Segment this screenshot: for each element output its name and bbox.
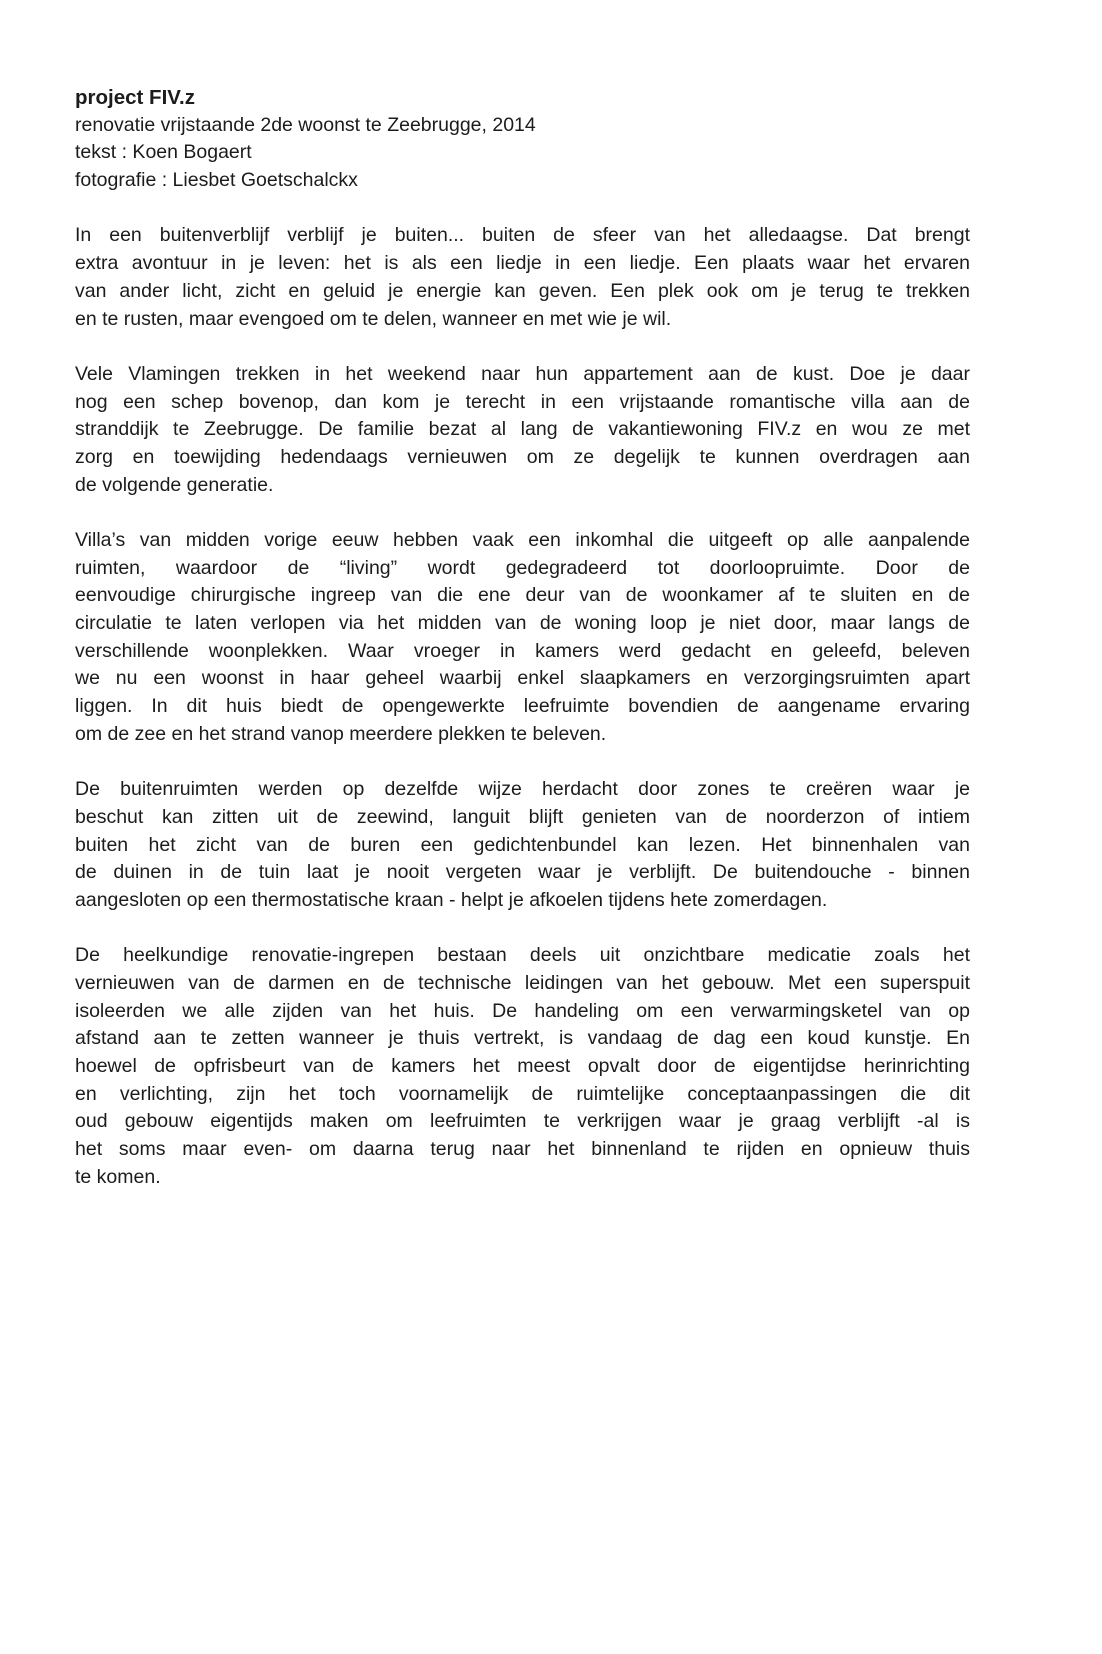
paragraph-line: De buitenruimten werden op dezelfde wijze herdacht door zones te creëren waar je xyxy=(75,778,970,801)
paragraph-line: de volgende generatie. xyxy=(75,473,274,496)
paragraph-line: ruimten, waardoor de “living” wordt gedegradeerd tot doorloopruimte. Door de xyxy=(75,556,970,579)
paragraph-line: beschut kan zitten uit de zeewind, languit blijft genieten van de noorderzon of intiem xyxy=(75,805,970,828)
paragraph-line: oud gebouw eigentijds maken om leefruimten te verkrijgen waar je graag verblijft -al is xyxy=(75,1110,970,1133)
document-body xyxy=(75,84,970,1192)
paragraph-line: het soms maar even- om daarna terug naar het binnenland te rijden en opnieuw thuis xyxy=(75,1138,970,1161)
text-credit: tekst : Koen Bogaert xyxy=(75,141,252,164)
paragraph-line: zorg en toewijding hedendaags vernieuwen om ze degelijk te kunnen overdragen aan xyxy=(75,445,970,468)
paragraph-line: isoleerden we alle zijden van het huis. De handeling om een verwarmingsketel van op xyxy=(75,999,970,1022)
paragraph-line: buiten het zicht van de buren een gedichtenbundel kan lezen. Het binnenhalen van xyxy=(75,833,970,856)
paragraph-line: liggen. In dit huis biedt de opengewerkte leefruimte bovendien de aangename ervaring xyxy=(75,695,970,718)
paragraph-line: In een buitenverblijf verblijf je buiten... buiten de sfeer van het alledaagse. Dat brengt xyxy=(75,224,970,247)
paragraph-line: en verlichting, zijn het toch voornamelijk de ruimtelijke conceptaanpassingen die dit xyxy=(75,1082,970,1105)
paragraph xyxy=(75,942,970,1191)
paragraph-line: De heelkundige renovatie-ingrepen bestaan deels uit onzichtbare medicatie zoals het xyxy=(75,944,970,967)
paragraph xyxy=(75,527,970,749)
paragraph-line: verschillende woonplekken. Waar vroeger in kamers werd gedacht en geleefd, beleven xyxy=(75,639,970,662)
paragraph-line: vernieuwen van de darmen en de technische leidingen van het gebouw. Met een superspuit xyxy=(75,972,970,994)
project-subtitle: renovatie vrijstaande 2de woonst te Zeebrugge, 2014 xyxy=(75,113,536,136)
article-text xyxy=(75,222,970,1191)
paragraph-line: eenvoudige chirurgische ingreep van die ene deur van de woonkamer af te sluiten en de xyxy=(75,584,970,607)
paragraph-line: afstand aan te zetten wanneer je thuis vertrekt, is vandaag de dag een koud kunstje. En xyxy=(75,1027,970,1050)
paragraph xyxy=(75,361,970,499)
photo-credit: fotografie : Liesbet Goetschalckx xyxy=(75,169,358,192)
document-header xyxy=(75,84,970,195)
paragraph-line: en te rusten, maar evengoed om te delen, wanneer en met wie je wil. xyxy=(75,307,672,330)
paragraph xyxy=(75,776,970,914)
paragraph-line: Vele Vlamingen trekken in het weekend naar hun appartement aan de kust. Doe je daar xyxy=(75,362,970,385)
paragraph-line: stranddijk te Zeebrugge. De familie bezat al lang de vakantiewoning FIV.z en wou ze met xyxy=(75,418,970,441)
paragraph xyxy=(75,222,970,333)
paragraph-line: Villa’s van midden vorige eeuw hebben vaak een inkomhal die uitgeeft op alle aanpalende xyxy=(75,529,970,551)
paragraph-line: te komen. xyxy=(75,1165,161,1188)
paragraph-line: de duinen in de tuin laat je nooit vergeten waar je verblijft. De buitendouche - binnen xyxy=(75,861,970,884)
project-title: project FIV.z xyxy=(75,86,195,109)
paragraph-line: aangesloten op een thermostatische kraan - helpt je afkoelen tijdens hete zomerdagen. xyxy=(75,888,828,911)
paragraph-line: extra avontuur in je leven: het is als een liedje in een liedje. Een plaats waar het ervaren xyxy=(75,252,970,275)
paragraph-line: circulatie te laten verlopen via het midden van de woning loop je niet door, maar langs de xyxy=(75,612,970,635)
paragraph-line: nog een schep bovenop, dan kom je terecht in een vrijstaande romantische villa aan de xyxy=(75,390,970,413)
paragraph-line: van ander licht, zicht en geluid je energie kan geven. Een plek ook om je terug te trekken xyxy=(75,279,970,302)
paragraph-line: om de zee en het strand vanop meerdere plekken te beleven. xyxy=(75,722,607,745)
paragraph-line: hoewel de opfrisbeurt van de kamers het meest opvalt door de eigentijdse herinrichting xyxy=(75,1055,970,1078)
paragraph-line: we nu een woonst in haar geheel waarbij enkel slaapkamers en verzorgingsruimten apart xyxy=(75,667,970,690)
